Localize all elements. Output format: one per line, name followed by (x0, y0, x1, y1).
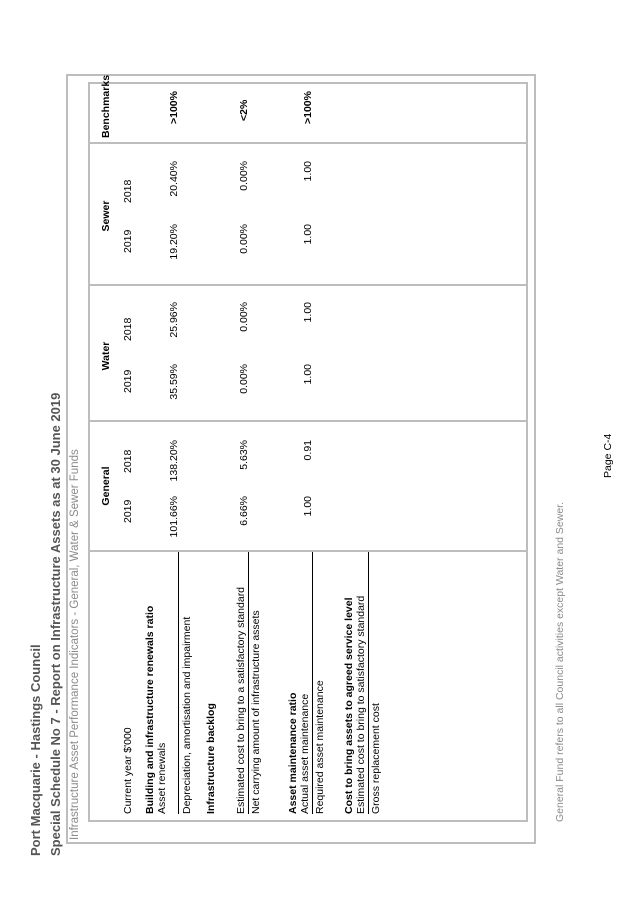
backlog-water-2018: 0.00% (238, 302, 250, 332)
renewals-general-2019: 101.66% (168, 496, 180, 538)
maintenance-denominator: Required asset maintenance (314, 680, 326, 814)
fraction-line (248, 552, 249, 814)
renewals-benchmark: >100% (168, 91, 180, 124)
column-divider (88, 284, 528, 286)
maintenance-ratio-title: Asset maintenance ratio (287, 692, 299, 814)
cost-to-bring-title: Cost to bring assets to agreed service level (343, 597, 355, 814)
renewals-general-2018: 138.20% (168, 440, 180, 482)
maintenance-general-2018: 0.91 (302, 440, 314, 461)
page-number: Page C-4 (602, 433, 614, 478)
backlog-numerator: Estimated cost to bring to a satisfactory standard (235, 586, 247, 814)
fraction-line (368, 552, 369, 814)
cost-to-bring-numerator: Estimated cost to bring to satisfactory standard (355, 595, 367, 814)
backlog-title: Infrastructure backlog (205, 703, 217, 814)
fraction-line (312, 552, 313, 814)
general-year-2018: 2018 (122, 449, 134, 473)
label-column-header: Current year $'000 (122, 727, 134, 814)
benchmarks-header: Benchmarks (100, 74, 112, 138)
renewals-sewer-2019: 19.20% (168, 224, 180, 260)
backlog-sewer-2019: 0.00% (238, 224, 250, 254)
maintenance-sewer-2018: 1.00 (302, 161, 314, 182)
backlog-benchmark: <2% (238, 99, 250, 121)
section-title: Infrastructure Asset Performance Indicators - General, Water & Sewer Funds (69, 449, 81, 840)
maintenance-water-2019: 1.00 (302, 364, 314, 385)
fraction-line (178, 552, 179, 814)
backlog-general-2018: 5.63% (238, 440, 250, 470)
renewals-denominator: Depreciation, amortisation and impairment (181, 616, 193, 814)
renewals-sewer-2018: 20.40% (168, 161, 180, 197)
renewals-water-2019: 35.59% (168, 364, 180, 400)
backlog-water-2019: 0.00% (238, 364, 250, 394)
sewer-year-2019: 2019 (122, 229, 134, 253)
sewer-header: Sewer (100, 200, 112, 232)
cost-to-bring-denominator: Gross replacement cost (370, 703, 382, 814)
water-year-2019: 2019 (122, 369, 134, 393)
column-divider (88, 550, 528, 552)
sewer-year-2018: 2018 (122, 179, 134, 203)
backlog-denominator: Net carrying amount of infrastructure assets (250, 610, 262, 814)
maintenance-water-2018: 1.00 (302, 302, 314, 323)
footnote: General Fund refers to all Council activities except Water and Sewer. (554, 501, 566, 822)
council-title: Port Macquarie - Hastings Council (28, 644, 43, 856)
column-divider (88, 142, 528, 144)
maintenance-general-2019: 1.00 (302, 496, 314, 517)
column-divider (88, 420, 528, 422)
backlog-sewer-2018: 0.00% (238, 161, 250, 191)
backlog-general-2019: 6.66% (238, 496, 250, 526)
water-year-2018: 2018 (122, 317, 134, 341)
maintenance-benchmark: >100% (302, 91, 314, 124)
renewals-numerator: Asset renewals (156, 742, 168, 814)
general-header: General (100, 466, 112, 506)
renewals-ratio-title: Building and infrastructure renewals ratio (144, 605, 156, 814)
water-header: Water (100, 341, 112, 371)
schedule-title: Special Schedule No 7 - Report on Infrastructure Assets as at 30 June 2019 (48, 392, 63, 856)
general-year-2019: 2019 (122, 499, 134, 523)
renewals-water-2018: 25.96% (168, 302, 180, 338)
maintenance-sewer-2019: 1.00 (302, 224, 314, 245)
maintenance-numerator: Actual asset maintenance (299, 693, 311, 814)
